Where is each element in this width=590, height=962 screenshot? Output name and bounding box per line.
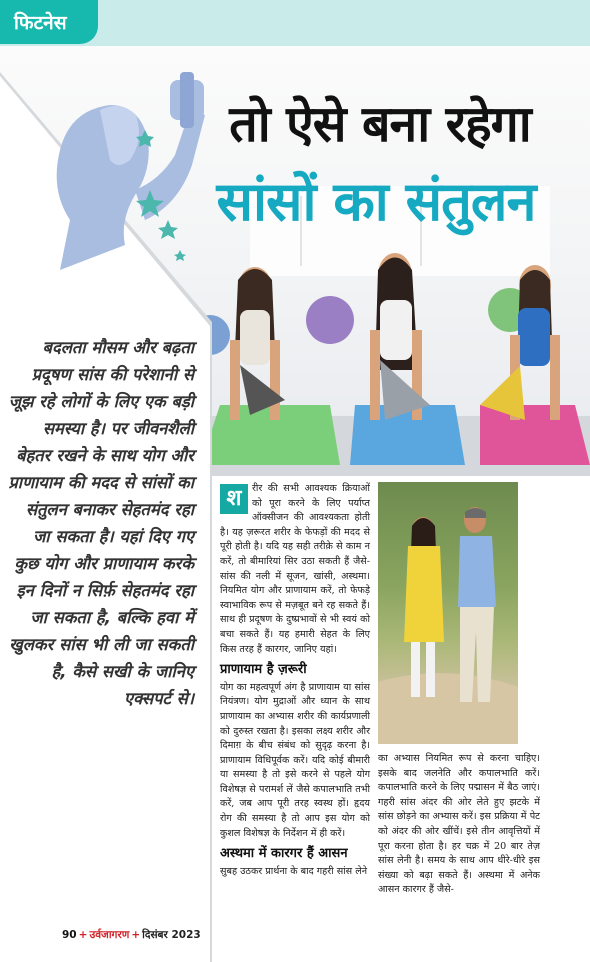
footer-brand: उर्वजागरण [89,929,130,941]
headline-line2: सांसों का संतुलन [216,170,536,233]
article-column-1 [220,482,370,879]
dropcap: श [220,484,248,514]
subhead-pranayam: प्राणायाम है ज़रूरी [220,662,307,678]
yoga-people-photo [180,230,590,480]
article-para-2: योग का महत्वपूर्ण अंग है प्राणायाम या सांस नियंत्रण। योग मुद्राओं और ध्यान के साथ प्राणायाम का अभ्यास शरीर की कार्यप्रणाली को दुरुस्त रखता है। इसका लक्ष्य शरीर और दिमाग़ के बीच संबंध को सुदृढ़ करना है। प्राणायाम विधिपूर्वक करें। यदि कोई बीमारी या समस्या है तो इसे करने से पहले योग विशेषज्ञ से परामर्श लें जैसे कपालभाति तभी करें, जब आप पूरी तरह स्वस्थ हों। हृदय रोग की समस्या है तो आप इस योग को कुशल विशेषज्ञ के निर्देशन में ही करें। [220,681,370,839]
exercise-ball-purple [306,296,354,344]
footer-date: दिसंबर 2023 [142,929,201,941]
person-center [370,253,430,420]
article-para-1: श रीर की सभी आवश्यक क्रियाओं को पूरा करने के लिए पर्याप्त ऑक्सीजन की आवश्यकता होती है। यह ज़रूरत शरीर के फेफड़ों की मदद से पूरी होती है। यदि यह सही तरीक़े से काम न करें, तो बीमारियां सिर उठा सकती हैं जैसे-सांस की नली में सूजन, खांसी, अस्थमा। नियमित योग और प्राणायाम करें, तो फेफड़े स्वाभाविक रूप से मज़बूत बने रह सकते हैं। साथ ही प्रदूषण के दुष्प्रभावों से भी स्वयं को बचा सकते हैं। यह हमारी सेहत के लिए किस तरह हैं कारगर, जानिए यहां। [220,483,370,655]
page-number: 90 [62,929,77,941]
yoga-mat-pink [480,405,590,465]
article-para-3: सुबह उठकर प्रार्थना के बाद गहरी सांस लेने [220,865,368,877]
section-tab: फिटनेस [0,0,98,44]
article-column-2 [378,752,540,898]
walking-couple-photo [378,482,518,744]
intro-text: बदलता मौसम और बढ़ता प्रदूषण सांस की परेशानी से जूझ रहे लोगों के लिए एक बड़ी समस्या है। पर जीवनशैली बेहतर रखने के साथ योग और प्राणायाम की मदद से सांसों का संतुलन बनाकर सेहतमंद रहा जा सकता है। यहां दिए गए कुछ योग और प्राणायाम करके इन दिनों न सिर्फ़ सेहतमंद रहा जा सकता है, बल्कि हवा में खुलकर सांस भी ली जा सकती है, कैसे सखी के जानिए एक्सपर्ट से। [8,338,194,708]
person-left [230,267,285,420]
page-footer: 90 + उर्वजागरण + दिसंबर 2023 [62,929,201,941]
subhead-asthma: अस्थमा में कारगर हैं आसन [220,846,348,862]
person-right [480,265,560,420]
article-para-4: का अभ्यास नियमित रूप से करना चाहिए। इसके बाद जलनेति और कपालभाति करें। कपालभाति करने के लिए पद्मासन में बैठ जाएं। गहरी सांस अंदर की ओर लेते हुए झटके में सांस छोड़ने का अभ्यास करें। इस प्रक्रिया में पेट को अंदर की ओर खींचें। इसे तीन आवृत्तियों में पूरा करना होता है। हर चक्र में 20 बार तेज़ सांस लेनी है। समय के साथ आप धीरे-धीरे इस संख्या को बढ़ा सकते हैं। अस्थमा में अनेक आसन कारगर हैं जैसे- [378,753,540,896]
headline-line1: तो ऐसे बना रहेगा [229,95,531,153]
yoga-mat-blue [350,405,465,465]
